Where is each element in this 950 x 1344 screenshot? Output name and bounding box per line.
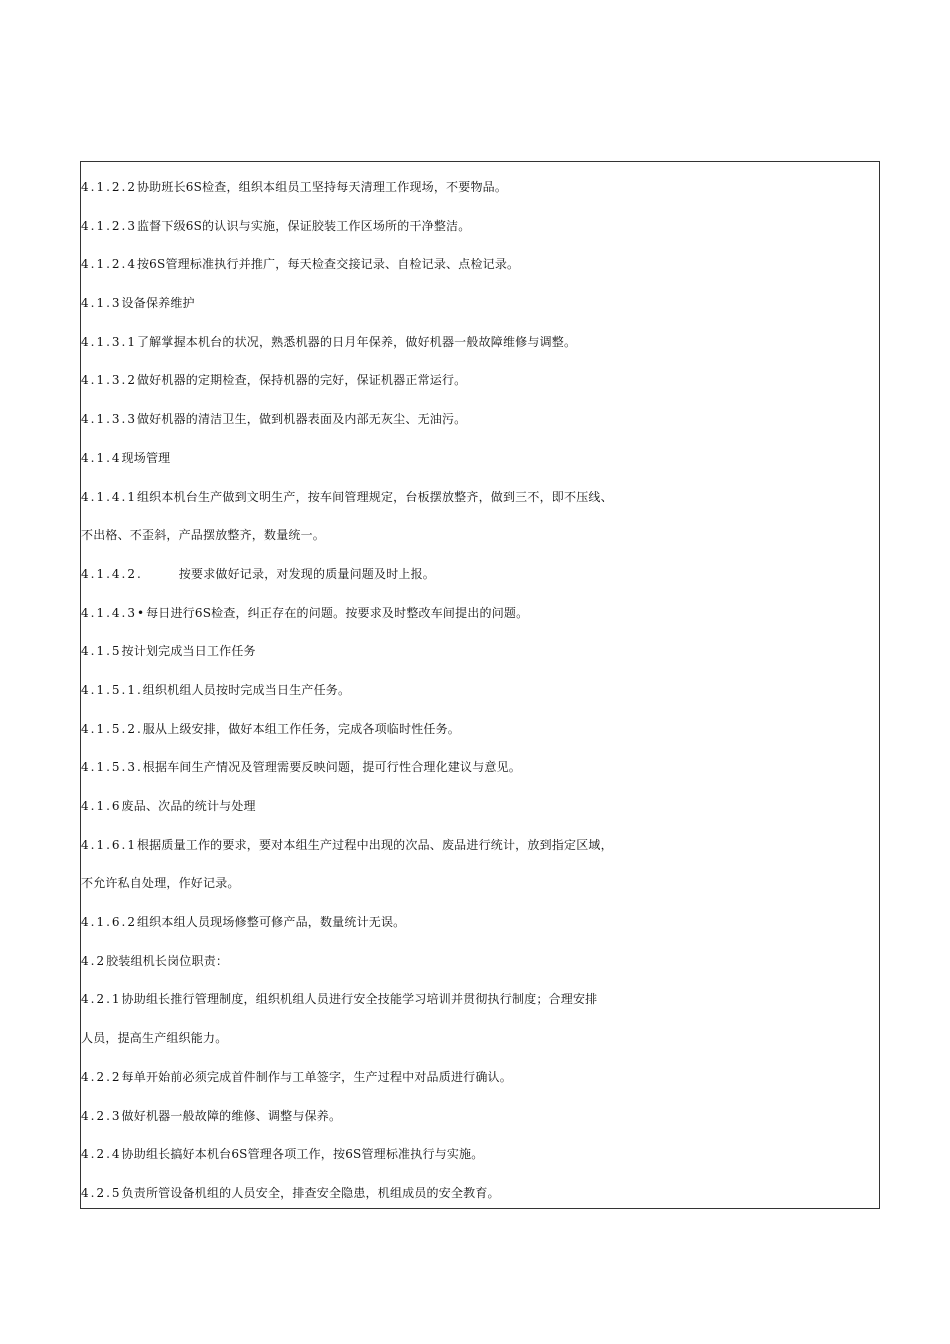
content-table-cell: [80, 161, 880, 1209]
clause-text: 按计划完成当日工作任务: [121, 644, 256, 659]
clause-text: 协助班长6S检查，组织本组员工坚持每天清理工作现场，不要物品。: [136, 180, 508, 194]
clause-text: 每单开始前必须完成首件制作与工单签字，生产过程中对品质进行确认。: [121, 1069, 512, 1084]
clause-number: 4.1.5.1.: [81, 682, 143, 697]
clause-number: 4.1.5.2.: [81, 721, 143, 736]
clause-number: 4.1.4: [81, 450, 122, 465]
section-heading: [81, 290, 879, 329]
clause-number: 4.2: [81, 953, 107, 968]
clause-text: 负责所管设备机组的人员安全，排查安全隐患，机组成员的安全教育。: [121, 1185, 500, 1200]
text-line: [81, 677, 879, 716]
clause-number: 4.2.3: [81, 1108, 122, 1123]
clause-number: 4.1.3: [81, 296, 122, 311]
clause-text: 按6S管理标准执行并推广，每天检查交接记录、自检记录、点检记录。: [136, 257, 520, 272]
text-line: [81, 1103, 879, 1142]
text-line: [81, 1064, 879, 1103]
clause-text: 人员，提高生产组织能力。: [81, 1031, 228, 1046]
clause-number: 4.1.3.3: [81, 412, 137, 427]
text-line: [81, 174, 879, 213]
clause-text: 监督下级6S的认识与实施，保证胶装工作区场所的干净整洁。: [136, 218, 471, 233]
text-line: [81, 716, 879, 755]
text-line: [81, 484, 879, 523]
clause-number: 4.2.5: [81, 1185, 122, 1200]
clause-text: 协助组长推行管理制度，组织机组人员进行安全技能学习培训并贯彻执行制度；合理安排: [121, 992, 598, 1007]
clause-number: 4.1.4.1: [81, 489, 137, 504]
text-line: [81, 832, 879, 871]
text-line-continuation: [81, 870, 879, 909]
clause-number: 4.1.6: [81, 799, 122, 813]
text-line: [81, 1141, 879, 1180]
text-line: [81, 213, 879, 252]
clause-number: 4.1.2.2: [81, 180, 137, 194]
clause-text: 组织机组人员按时完成当日生产任务。: [142, 682, 351, 697]
clause-text: 组织本组人员现场修整可修产品，数量统计无误。: [136, 915, 406, 930]
clause-number: 4.1.5.3.: [81, 760, 143, 775]
text-line: [81, 329, 879, 368]
text-line: [81, 600, 879, 639]
clause-text: 根据车间生产情况及管理需要反映问题，提可行性合理化建议与意见。: [142, 760, 521, 775]
clause-text: 每日进行6S检查，纠正存在的问题。按要求及时整改车间提出的问题。: [146, 605, 529, 620]
clause-number: 4.2.4: [81, 1147, 122, 1162]
text-line: [81, 986, 879, 1025]
clause-number: 4.1.3.1: [81, 334, 137, 349]
clause-text: 组织本机台生产做到文明生产，按车间管理规定，台板摆放整齐，做到三不，即不压线、: [136, 489, 613, 504]
clause-number: 4.1.2.3: [81, 218, 137, 233]
text-line: [81, 909, 879, 948]
clause-text: 不允许私自处理，作好记录。: [81, 876, 240, 891]
text-line-continuation: [81, 1025, 879, 1064]
clause-number: 4.1.6.2: [81, 915, 137, 930]
clause-number: 4.1.3.2: [81, 373, 137, 388]
text-line: [81, 406, 879, 445]
text-line: [81, 754, 879, 793]
section-heading: [81, 948, 879, 987]
clause-text: 协助组长搞好本机台6S管理各项工作，按6S管理标准执行与实施。: [121, 1147, 484, 1162]
clause-text: 根据质量工作的要求，要对本组生产过程中出现的次品、废品进行统计，放到指定区域，: [136, 837, 613, 852]
clause-number: 4.1.2.4: [81, 257, 137, 272]
clause-text: 设备保养维护: [121, 296, 195, 311]
section-heading: [81, 445, 879, 484]
clause-text: 了解掌握本机台的状况，熟悉机器的日月年保养，做好机器一般故障维修与调整。: [136, 334, 577, 349]
clause-text: 不出格、不歪斜，产品摆放整齐，数量统一。: [81, 528, 326, 543]
text-line-continuation: [81, 522, 879, 561]
clause-number: 4.1.5: [81, 644, 122, 659]
clause-number: 4.1.4.2.: [81, 566, 143, 581]
text-line: [81, 1180, 879, 1219]
clause-number: 4.2.2: [81, 1069, 122, 1084]
clause-number: 4.1.4.3•: [81, 605, 147, 620]
clause-text: 做好机器的定期检查，保持机器的完好，保证机器正常运行。: [136, 373, 467, 388]
clause-text: 做好机器的清洁卫生，做到机器表面及内部无灰尘、无油污。: [136, 412, 467, 427]
text-line: [81, 367, 879, 406]
clause-number: 4.1.6.1: [81, 837, 137, 852]
clause-number: 4.2.1: [81, 992, 122, 1007]
text-line: [81, 561, 879, 600]
section-heading: [81, 793, 879, 832]
clause-text: 按要求做好记录，对发现的质量问题及时上报。: [178, 566, 435, 581]
clause-text: 胶装组机长岗位职责：: [106, 953, 229, 968]
clause-text: 现场管理: [121, 450, 171, 465]
text-line: [81, 251, 879, 290]
clause-text: 废品、次品的统计与处理: [121, 799, 256, 813]
section-heading: [81, 638, 879, 677]
clause-text: 做好机器一般故障的维修、调整与保养。: [121, 1108, 342, 1123]
clause-text: 服从上级安排，做好本组工作任务，完成各项临时性任务。: [142, 721, 460, 736]
